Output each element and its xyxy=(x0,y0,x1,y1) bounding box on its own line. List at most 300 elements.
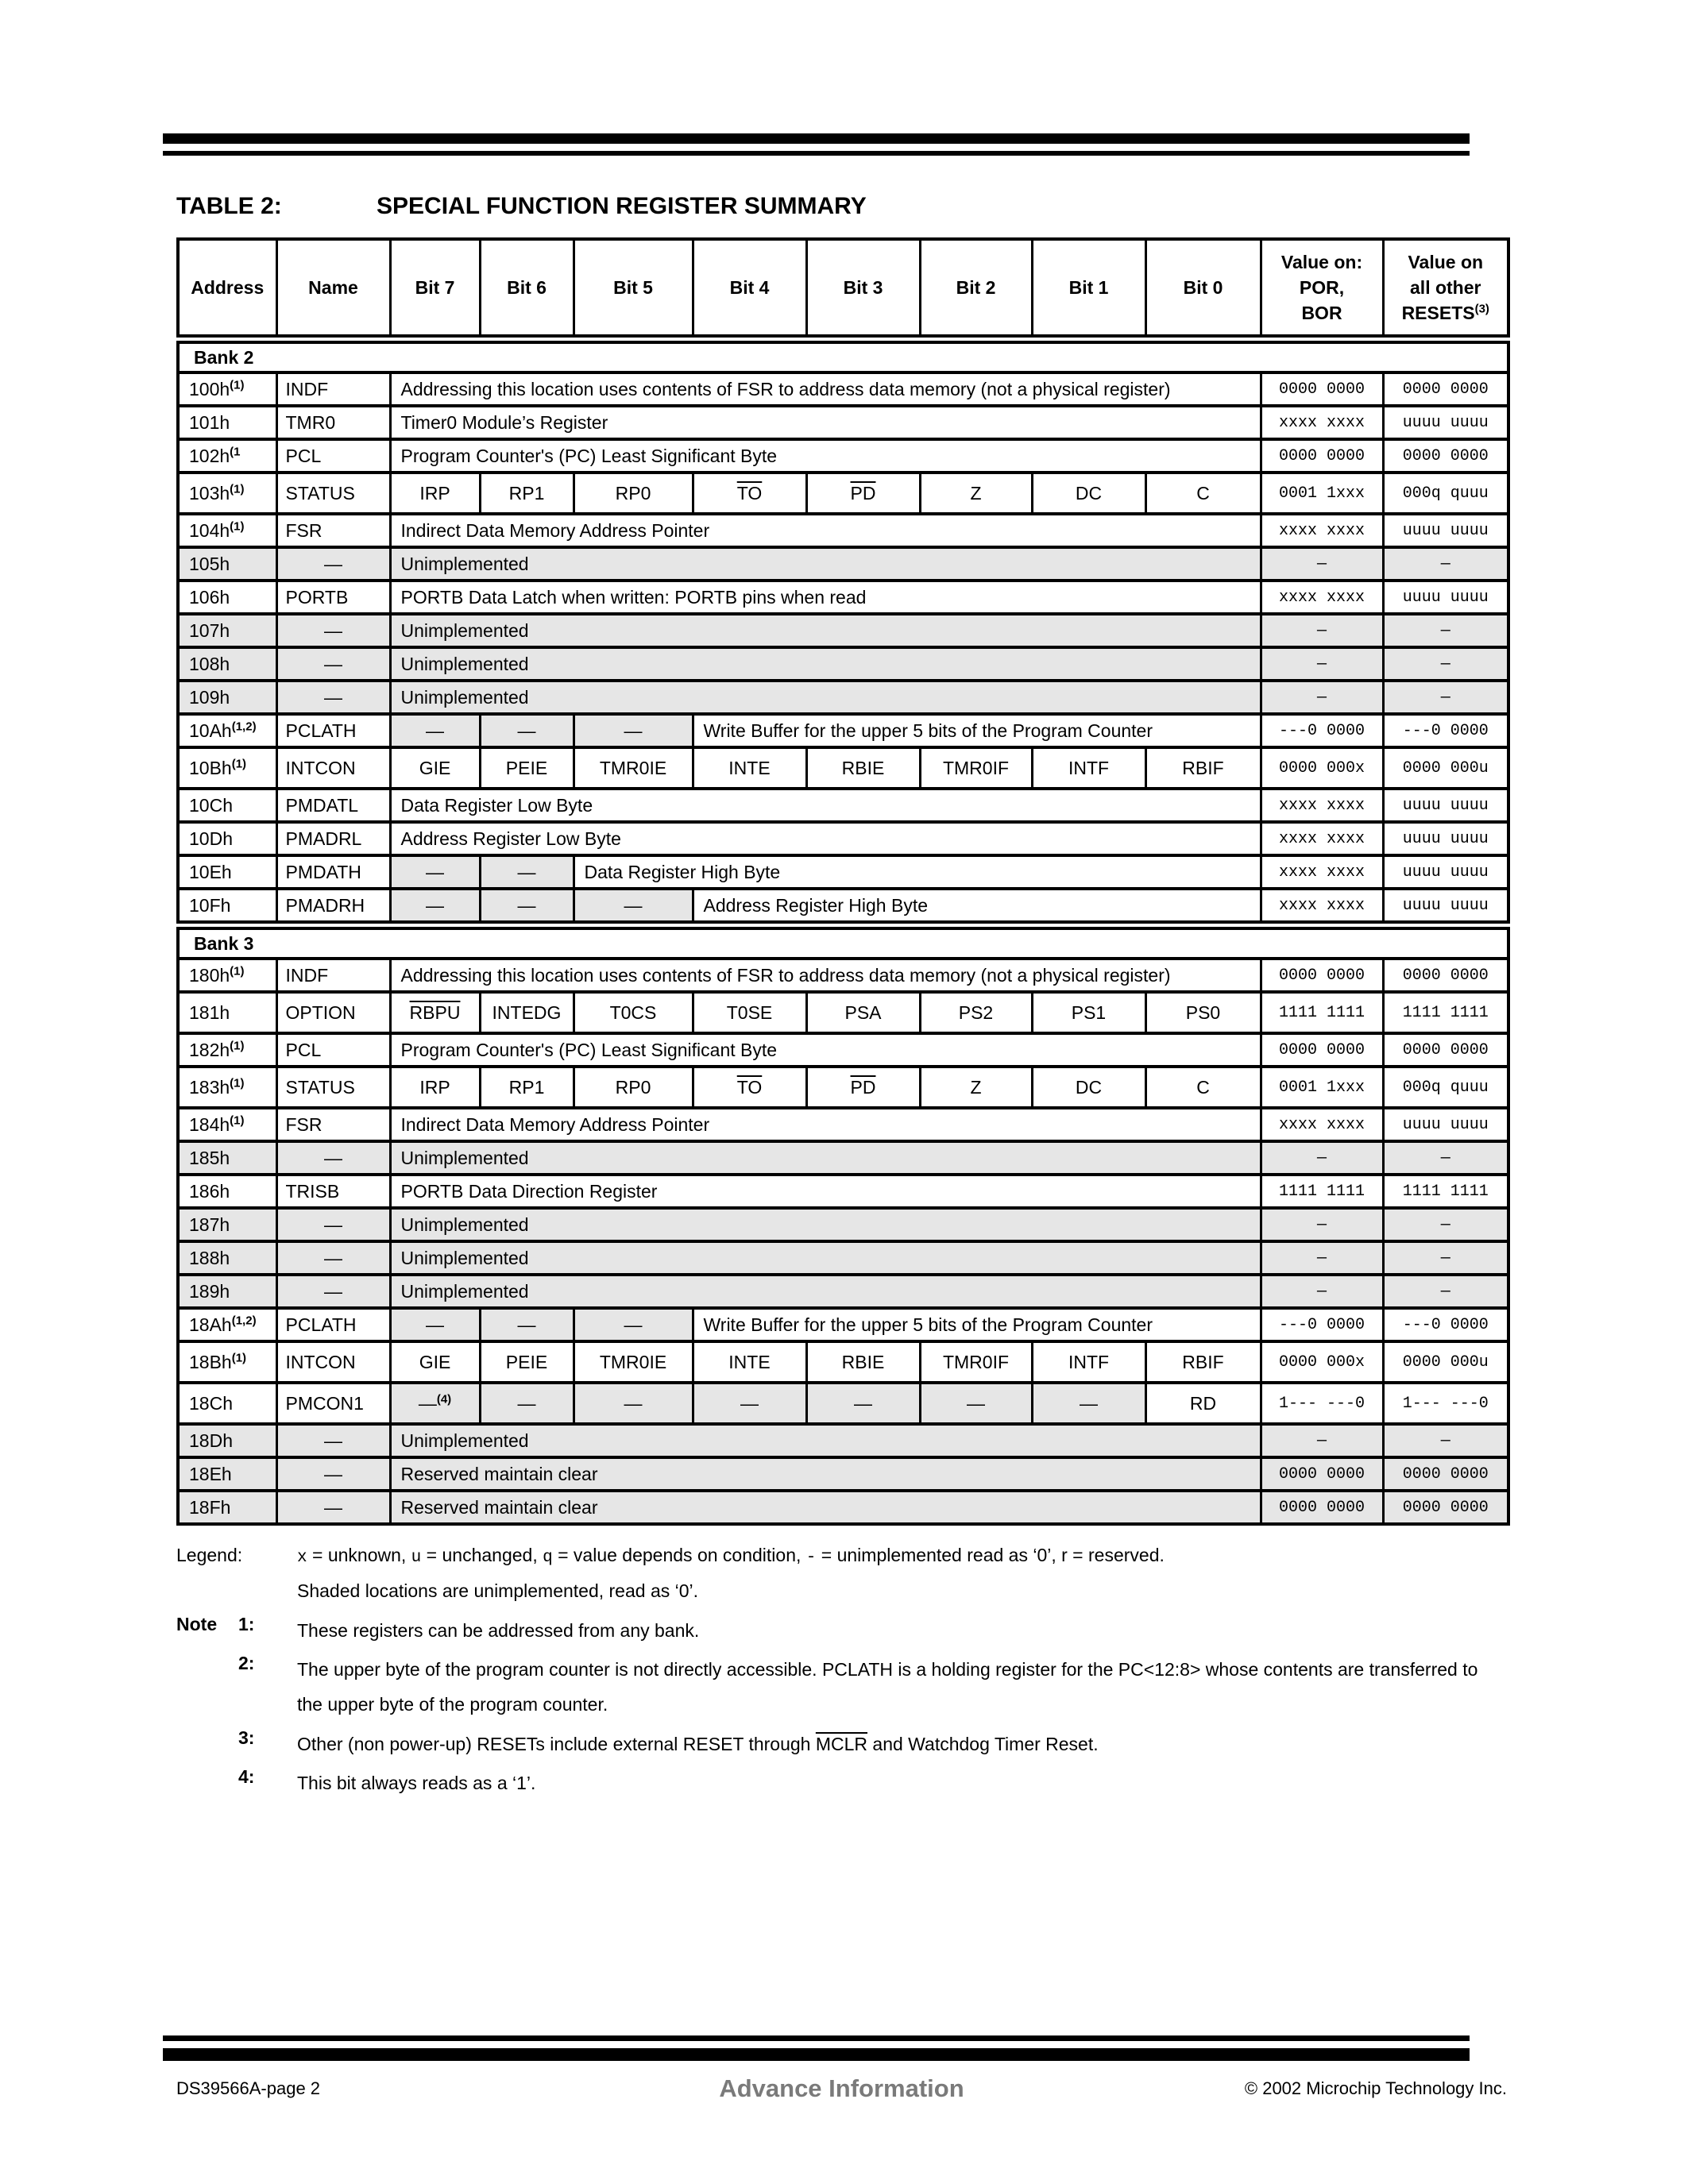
description-cell: Indirect Data Memory Address Pointer xyxy=(390,514,1261,547)
description-cell: Unimplemented xyxy=(390,1275,1261,1308)
table-row xyxy=(178,855,1508,889)
address-superscript: (1 xyxy=(230,444,241,458)
address-superscript: (1,2) xyxy=(231,719,257,733)
bit-cell: Z xyxy=(920,1067,1032,1108)
por-value-cell: 0000 000x xyxy=(1261,1341,1383,1383)
resets-value-cell: uuuu uuuu xyxy=(1383,406,1508,439)
address-superscript: (1) xyxy=(230,519,245,533)
register-name-cell: PCL xyxy=(276,1033,390,1067)
description-cell: Unimplemented xyxy=(390,1241,1261,1275)
por-value-cell: ---0 0000 xyxy=(1261,1308,1383,1341)
resets-value-cell: — xyxy=(1383,547,1508,581)
overline-text: $\overline{TO}$ xyxy=(736,1076,763,1098)
table-row xyxy=(178,1141,1508,1175)
por-value-cell: ---0 0000 xyxy=(1261,714,1383,747)
bit-cell: RBIE xyxy=(806,1341,920,1383)
table-row xyxy=(178,647,1508,681)
description-cell: Unimplemented xyxy=(390,1208,1261,1241)
column-header-address: Address xyxy=(178,239,276,339)
register-name-cell: — xyxy=(276,1141,390,1175)
resets-value-cell: — xyxy=(1383,647,1508,681)
footer-doc-page: DS39566A-page 2 xyxy=(176,2078,321,2098)
description-cell: Unimplemented xyxy=(390,614,1261,647)
bit-cell: RBIF xyxy=(1145,747,1261,789)
legend-line-2 xyxy=(176,1574,1507,1609)
legend-mono-symbol: x xyxy=(297,1549,307,1567)
address-cell: 107h xyxy=(178,614,276,647)
resets-value-cell: — xyxy=(1383,1241,1508,1275)
address-cell: 18Ch xyxy=(178,1383,276,1424)
bit-cell: TMR0IF xyxy=(920,1341,1032,1383)
bit-cell: TMR0IE xyxy=(574,747,693,789)
register-name-cell: STATUS xyxy=(276,473,390,514)
note-text: This bit always reads as a ‘1’. xyxy=(297,1773,536,1794)
address-cell: $104h^{(1)}$ xyxy=(178,514,276,547)
resets-value-cell: — xyxy=(1383,1275,1508,1308)
por-value-cell: 0001 1xxx xyxy=(1261,1067,1383,1108)
por-value-cell: 0000 0000 xyxy=(1261,1457,1383,1491)
address-superscript: (1,2) xyxy=(231,1313,257,1327)
note-label xyxy=(176,1727,238,1762)
description-cell: Timer0 Module’s Register xyxy=(390,406,1261,439)
bit-cell: DC xyxy=(1032,473,1145,514)
description-cell: Unimplemented xyxy=(390,681,1261,714)
register-name-cell: INTCON xyxy=(276,747,390,789)
address-superscript: (1) xyxy=(231,756,247,770)
address-cell: $184h^{(1)}$ xyxy=(178,1108,276,1141)
address-cell: 18Ah$^{(1,2)}$ xyxy=(178,1308,276,1341)
register-name-cell: — xyxy=(276,1241,390,1275)
overline-text: MCLR xyxy=(815,1733,868,1754)
resets-header-superscript: (3) xyxy=(1474,302,1489,316)
bank-header-row xyxy=(178,339,1508,372)
bit-cell xyxy=(806,473,920,514)
bit-cell: RP1 xyxy=(480,1067,574,1108)
resets-value-cell: 0000 0000 xyxy=(1383,372,1508,406)
bit-cell: TMR0IE xyxy=(574,1341,693,1383)
description-cell: Addressing this location uses contents of FSR to address data memory (not a physical register) xyxy=(390,959,1261,992)
address-cell: $100h^{(1)}$ xyxy=(178,372,276,406)
page-content xyxy=(176,193,1507,1806)
note-text: Other (non power-up) RESETs include external RESET through MCLR and Watchdog Timer Reset. xyxy=(297,1733,1099,1754)
description-cell: Reserved maintain clear xyxy=(390,1491,1261,1524)
por-value-cell: — xyxy=(1261,647,1383,681)
resets-value-cell: uuuu uuuu xyxy=(1383,822,1508,855)
address-cell: 18Dh xyxy=(178,1424,276,1457)
bit-cell: — xyxy=(693,1383,806,1424)
bit-cell xyxy=(693,1067,806,1108)
bit-cell: IRP xyxy=(390,1067,480,1108)
register-name-cell: — xyxy=(276,1275,390,1308)
notes-section xyxy=(176,1614,1507,1801)
address-cell: 10Ah$^{(1,2)}$ xyxy=(178,714,276,747)
table-row xyxy=(178,1067,1508,1108)
address-cell: 101h xyxy=(178,406,276,439)
register-name-cell: — xyxy=(276,614,390,647)
table-row xyxy=(178,1341,1508,1383)
resets-value-cell: — xyxy=(1383,681,1508,714)
por-value-cell: xxxx xxxx xyxy=(1261,406,1383,439)
note-label: Note xyxy=(176,1613,218,1634)
column-header-bit-6: Bit 6 xyxy=(480,239,574,339)
bit-cell: — xyxy=(574,1383,693,1424)
bit-cell: — xyxy=(920,1383,1032,1424)
address-cell: 108h xyxy=(178,647,276,681)
por-value-cell: — xyxy=(1261,614,1383,647)
bottom-rule-thin xyxy=(163,2035,1470,2041)
note-text: The upper byte of the program counter is not directly accessible. PCLATH is a holding register for the PC<12:8> whose contents are transferred to the upper byte of the program counter. xyxy=(297,1659,1478,1715)
resets-value-cell: 0000 0000 xyxy=(1383,1457,1508,1491)
column-header-bit-0: Bit 0 xyxy=(1145,239,1261,339)
register-name-cell: — xyxy=(276,647,390,681)
bit-cell: — xyxy=(574,1308,693,1341)
address-cell: 181h xyxy=(178,992,276,1033)
resets-value-cell: — xyxy=(1383,1141,1508,1175)
por-value-cell: xxxx xxxx xyxy=(1261,1108,1383,1141)
bit-cell: INTE xyxy=(693,747,806,789)
por-value-cell: — xyxy=(1261,1275,1383,1308)
por-value-cell: xxxx xxxx xyxy=(1261,822,1383,855)
bit-cell: PS0 xyxy=(1145,992,1261,1033)
address-cell: 105h xyxy=(178,547,276,581)
overline-text: $\overline{PD}$ xyxy=(850,1076,876,1098)
bit-cell: — xyxy=(480,855,574,889)
legend-section xyxy=(176,1538,1507,1609)
table-row xyxy=(178,959,1508,992)
resets-value-cell: 0000 0000 xyxy=(1383,1033,1508,1067)
note-item xyxy=(176,1766,1507,1801)
description-cell: Indirect Data Memory Address Pointer xyxy=(390,1108,1261,1141)
legend-label: Legend: xyxy=(176,1545,243,1565)
overline-text: RBPU xyxy=(409,1001,461,1023)
bit-cell: RD xyxy=(1145,1383,1261,1424)
register-name-cell: — xyxy=(276,1457,390,1491)
bit-cell: — xyxy=(1032,1383,1145,1424)
address-cell: $180h^{(1)}$ xyxy=(178,959,276,992)
address-cell: $183h^{(1)}$ xyxy=(178,1067,276,1108)
por-value-cell: 0000 0000 xyxy=(1261,1491,1383,1524)
por-value-cell: xxxx xxxx xyxy=(1261,581,1383,614)
table-header-row xyxy=(178,239,1508,339)
bit-cell: TMR0IF xyxy=(920,747,1032,789)
bit-cell: DC xyxy=(1032,1067,1145,1108)
bit-cell xyxy=(390,992,480,1033)
note-number: 2: xyxy=(238,1653,255,1674)
por-value-cell: — xyxy=(1261,681,1383,714)
resets-value-cell: — xyxy=(1383,1424,1508,1457)
register-name-cell: FSR xyxy=(276,514,390,547)
table-body xyxy=(178,339,1508,1524)
bit-cell: — xyxy=(480,1383,574,1424)
sfr-summary-table xyxy=(176,237,1510,1526)
description-cell: Write Buffer for the upper 5 bits of the Program Counter xyxy=(693,1308,1261,1341)
resets-value-cell: 1--- ---0 xyxy=(1383,1383,1508,1424)
por-value-cell: 1111 1111 xyxy=(1261,992,1383,1033)
table-title-label: TABLE 2: xyxy=(176,193,282,219)
register-name-cell: PCLATH xyxy=(276,1308,390,1341)
legend-mono-symbol: - xyxy=(805,1549,817,1567)
table-row xyxy=(178,547,1508,581)
register-name-cell: STATUS xyxy=(276,1067,390,1108)
por-value-cell: 0000 0000 xyxy=(1261,439,1383,473)
note-item xyxy=(176,1614,1507,1649)
bit-cell: C xyxy=(1145,473,1261,514)
table-row xyxy=(178,1033,1508,1067)
legend-line-1 xyxy=(176,1538,1507,1574)
address-superscript: (1) xyxy=(230,1038,245,1052)
page-footer xyxy=(176,2074,1507,2103)
note-number: 4: xyxy=(238,1766,255,1788)
note-label xyxy=(176,1766,238,1801)
address-cell: 186h xyxy=(178,1175,276,1208)
bank-label: Bank 3 xyxy=(178,925,1508,959)
bit-cell: — xyxy=(390,855,480,889)
column-header-bit-2: Bit 2 xyxy=(920,239,1032,339)
bit-cell: — xyxy=(480,714,574,747)
table-row xyxy=(178,614,1508,647)
bit-cell: GIE xyxy=(390,747,480,789)
footer-advance-information: Advance Information xyxy=(719,2074,964,2102)
address-cell: 10Ch xyxy=(178,789,276,822)
address-cell: 18Eh xyxy=(178,1457,276,1491)
description-cell: Unimplemented xyxy=(390,1141,1261,1175)
register-name-cell: PCL xyxy=(276,439,390,473)
table-row xyxy=(178,747,1508,789)
bit-cell: RP0 xyxy=(574,473,693,514)
bit-cell: — xyxy=(806,1383,920,1424)
address-cell: 187h xyxy=(178,1208,276,1241)
column-header-value-por-bor: Value on: POR, BOR xyxy=(1261,239,1383,339)
bit-cell: — xyxy=(574,889,693,925)
table-title-text: SPECIAL FUNCTION REGISTER SUMMARY xyxy=(377,193,867,219)
bit-cell: INTF xyxy=(1032,747,1145,789)
address-cell: 10Bh$^{(1)}$ xyxy=(178,747,276,789)
register-name-cell: PMDATH xyxy=(276,855,390,889)
register-name-cell: — xyxy=(276,1208,390,1241)
column-header-value-all-other-resets: Value on all other RESETS$^{(3)}$ xyxy=(1383,239,1508,339)
description-cell: Data Register Low Byte xyxy=(390,789,1261,822)
table-row xyxy=(178,473,1508,514)
table-row xyxy=(178,1175,1508,1208)
note-number: 3: xyxy=(238,1727,255,1748)
bit-cell: — xyxy=(390,1308,480,1341)
overline-text: $\overline{PD}$ xyxy=(850,482,876,504)
description-cell: PORTB Data Latch when written: PORTB pins when read xyxy=(390,581,1261,614)
bit-cell: — xyxy=(574,714,693,747)
table-row xyxy=(178,889,1508,925)
por-value-cell: xxxx xxxx xyxy=(1261,789,1383,822)
por-value-cell: — xyxy=(1261,1141,1383,1175)
resets-value-cell: uuuu uuuu xyxy=(1383,789,1508,822)
por-value-cell: xxxx xxxx xyxy=(1261,889,1383,925)
register-name-cell: INDF xyxy=(276,372,390,406)
resets-value-cell: uuuu uuuu xyxy=(1383,581,1508,614)
por-value-cell: — xyxy=(1261,1208,1383,1241)
description-cell: Program Counter's (PC) Least Significant Byte xyxy=(390,1033,1261,1067)
bit-cell: — xyxy=(390,889,480,925)
bit-cell: RBIE xyxy=(806,747,920,789)
bit-cell: PEIE xyxy=(480,747,574,789)
table-row xyxy=(178,372,1508,406)
address-superscript: (1) xyxy=(230,963,245,978)
note-label xyxy=(176,1653,238,1722)
description-cell: Program Counter's (PC) Least Significant Byte xyxy=(390,439,1261,473)
resets-value-cell: — xyxy=(1383,1208,1508,1241)
register-name-cell: TRISB xyxy=(276,1175,390,1208)
resets-value-cell: uuuu uuuu xyxy=(1383,1108,1508,1141)
resets-value-cell: 0000 0000 xyxy=(1383,959,1508,992)
resets-value-cell: — xyxy=(1383,614,1508,647)
por-value-cell: 0000 000x xyxy=(1261,747,1383,789)
table-row xyxy=(178,406,1508,439)
bit-cell: GIE xyxy=(390,1341,480,1383)
bit-cell xyxy=(693,473,806,514)
column-header-bit-4: Bit 4 xyxy=(693,239,806,339)
register-name-cell: INDF xyxy=(276,959,390,992)
por-value-cell: — xyxy=(1261,1424,1383,1457)
column-header-bit-5: Bit 5 xyxy=(574,239,693,339)
por-value-cell: 1--- ---0 xyxy=(1261,1383,1383,1424)
address-cell: 185h xyxy=(178,1141,276,1175)
address-cell: 10Dh xyxy=(178,822,276,855)
bank-header-row xyxy=(178,925,1508,959)
resets-value-cell: 1111 1111 xyxy=(1383,992,1508,1033)
table-row xyxy=(178,439,1508,473)
description-cell: Address Register Low Byte xyxy=(390,822,1261,855)
address-cell: 109h xyxy=(178,681,276,714)
register-name-cell: — xyxy=(276,681,390,714)
bit-cell: C xyxy=(1145,1067,1261,1108)
bit-cell: — xyxy=(390,714,480,747)
column-header-bit-1: Bit 1 xyxy=(1032,239,1145,339)
resets-value-cell: 0000 0000 xyxy=(1383,439,1508,473)
table-row xyxy=(178,992,1508,1033)
bit-superscript: (4) xyxy=(436,1391,452,1406)
register-name-cell: PCLATH xyxy=(276,714,390,747)
bit-cell: — xyxy=(480,1308,574,1341)
description-cell: Data Register High Byte xyxy=(574,855,1261,889)
table-row xyxy=(178,1108,1508,1141)
address-cell: $103h^{(1)}$ xyxy=(178,473,276,514)
register-name-cell: PORTB xyxy=(276,581,390,614)
register-name-cell: PMCON1 xyxy=(276,1383,390,1424)
por-value-cell: xxxx xxxx xyxy=(1261,514,1383,547)
table-row xyxy=(178,1241,1508,1275)
resets-value-cell: 0000 000u xyxy=(1383,1341,1508,1383)
legend-mono-symbol: q xyxy=(543,1549,553,1567)
resets-value-cell: 000q quuu xyxy=(1383,473,1508,514)
table-title xyxy=(176,193,1507,220)
address-superscript: (1) xyxy=(230,1075,245,1090)
bit-cell: T0CS xyxy=(574,992,693,1033)
table-row xyxy=(178,1457,1508,1491)
register-name-cell: TMR0 xyxy=(276,406,390,439)
description-cell: Unimplemented xyxy=(390,547,1261,581)
address-cell: 188h xyxy=(178,1241,276,1275)
description-cell: Unimplemented xyxy=(390,1424,1261,1457)
table-row xyxy=(178,789,1508,822)
table-row xyxy=(178,681,1508,714)
bit-cell: — xyxy=(480,889,574,925)
table-row xyxy=(178,1383,1508,1424)
table-row xyxy=(178,514,1508,547)
table-head xyxy=(178,239,1508,339)
top-rule-thick xyxy=(163,133,1470,144)
address-cell: 18Fh xyxy=(178,1491,276,1524)
address-superscript: (1) xyxy=(230,481,245,496)
description-cell: PORTB Data Direction Register xyxy=(390,1175,1261,1208)
column-header-name: Name xyxy=(276,239,390,339)
address-cell: $182h^{(1)}$ xyxy=(178,1033,276,1067)
address-cell: 10Eh xyxy=(178,855,276,889)
bit-cell: PEIE xyxy=(480,1341,574,1383)
description-cell: Unimplemented xyxy=(390,647,1261,681)
table-row xyxy=(178,1275,1508,1308)
bit-cell: T0SE xyxy=(693,992,806,1033)
table-row xyxy=(178,1308,1508,1341)
register-name-cell: — xyxy=(276,547,390,581)
register-name-cell: PMADRH xyxy=(276,889,390,925)
register-name-cell: — xyxy=(276,1491,390,1524)
address-superscript: (1) xyxy=(230,1113,245,1127)
overline-text: $\overline{TO}$ xyxy=(736,482,763,504)
note-number: 1: xyxy=(238,1613,255,1634)
resets-value-cell: uuuu uuuu xyxy=(1383,514,1508,547)
note-item xyxy=(176,1727,1507,1762)
description-cell: Reserved maintain clear xyxy=(390,1457,1261,1491)
resets-value-cell: 1111 1111 xyxy=(1383,1175,1508,1208)
resets-value-cell: 0000 000u xyxy=(1383,747,1508,789)
column-header-bit-7: Bit 7 xyxy=(390,239,480,339)
register-name-cell: OPTION xyxy=(276,992,390,1033)
resets-value-cell: ---0 0000 xyxy=(1383,714,1508,747)
register-name-cell: — xyxy=(276,1424,390,1457)
por-value-cell: 0000 0000 xyxy=(1261,959,1383,992)
address-cell: 106h xyxy=(178,581,276,614)
bit-cell: IRP xyxy=(390,473,480,514)
por-value-cell: — xyxy=(1261,1241,1383,1275)
table-row xyxy=(178,1491,1508,1524)
bit-cell: RBIF xyxy=(1145,1341,1261,1383)
table-row xyxy=(178,822,1508,855)
register-name-cell: INTCON xyxy=(276,1341,390,1383)
bit-cell: RP0 xyxy=(574,1067,693,1108)
resets-value-cell: 0000 0000 xyxy=(1383,1491,1508,1524)
address-cell: 10Fh xyxy=(178,889,276,925)
resets-value-cell: ---0 0000 xyxy=(1383,1308,1508,1341)
address-superscript: (1) xyxy=(231,1350,247,1364)
resets-value-cell: uuuu uuuu xyxy=(1383,855,1508,889)
bit-cell: RP1 xyxy=(480,473,574,514)
register-name-cell: FSR xyxy=(276,1108,390,1141)
column-header-bit-3: Bit 3 xyxy=(806,239,920,339)
bit-cell: INTE xyxy=(693,1341,806,1383)
por-value-cell: 0000 0000 xyxy=(1261,1033,1383,1067)
table-row xyxy=(178,581,1508,614)
por-value-cell: xxxx xxxx xyxy=(1261,855,1383,889)
legend-text-2: Shaded locations are unimplemented, read as ‘0’. xyxy=(297,1580,699,1601)
bit-cell: INTEDG xyxy=(480,992,574,1033)
resets-value-cell: 000q quuu xyxy=(1383,1067,1508,1108)
legend-spacer xyxy=(176,1574,297,1609)
address-superscript: (1) xyxy=(230,377,245,392)
bottom-rule-thick xyxy=(163,2048,1470,2061)
description-cell: Addressing this location uses contents of FSR to address data memory (not a physical register) xyxy=(390,372,1261,406)
address-cell: 18Bh$^{(1)}$ xyxy=(178,1341,276,1383)
table-row xyxy=(178,1208,1508,1241)
footer-copyright: © 2002 Microchip Technology Inc. xyxy=(1244,2078,1507,2098)
por-value-cell: 0001 1xxx xyxy=(1261,473,1383,514)
